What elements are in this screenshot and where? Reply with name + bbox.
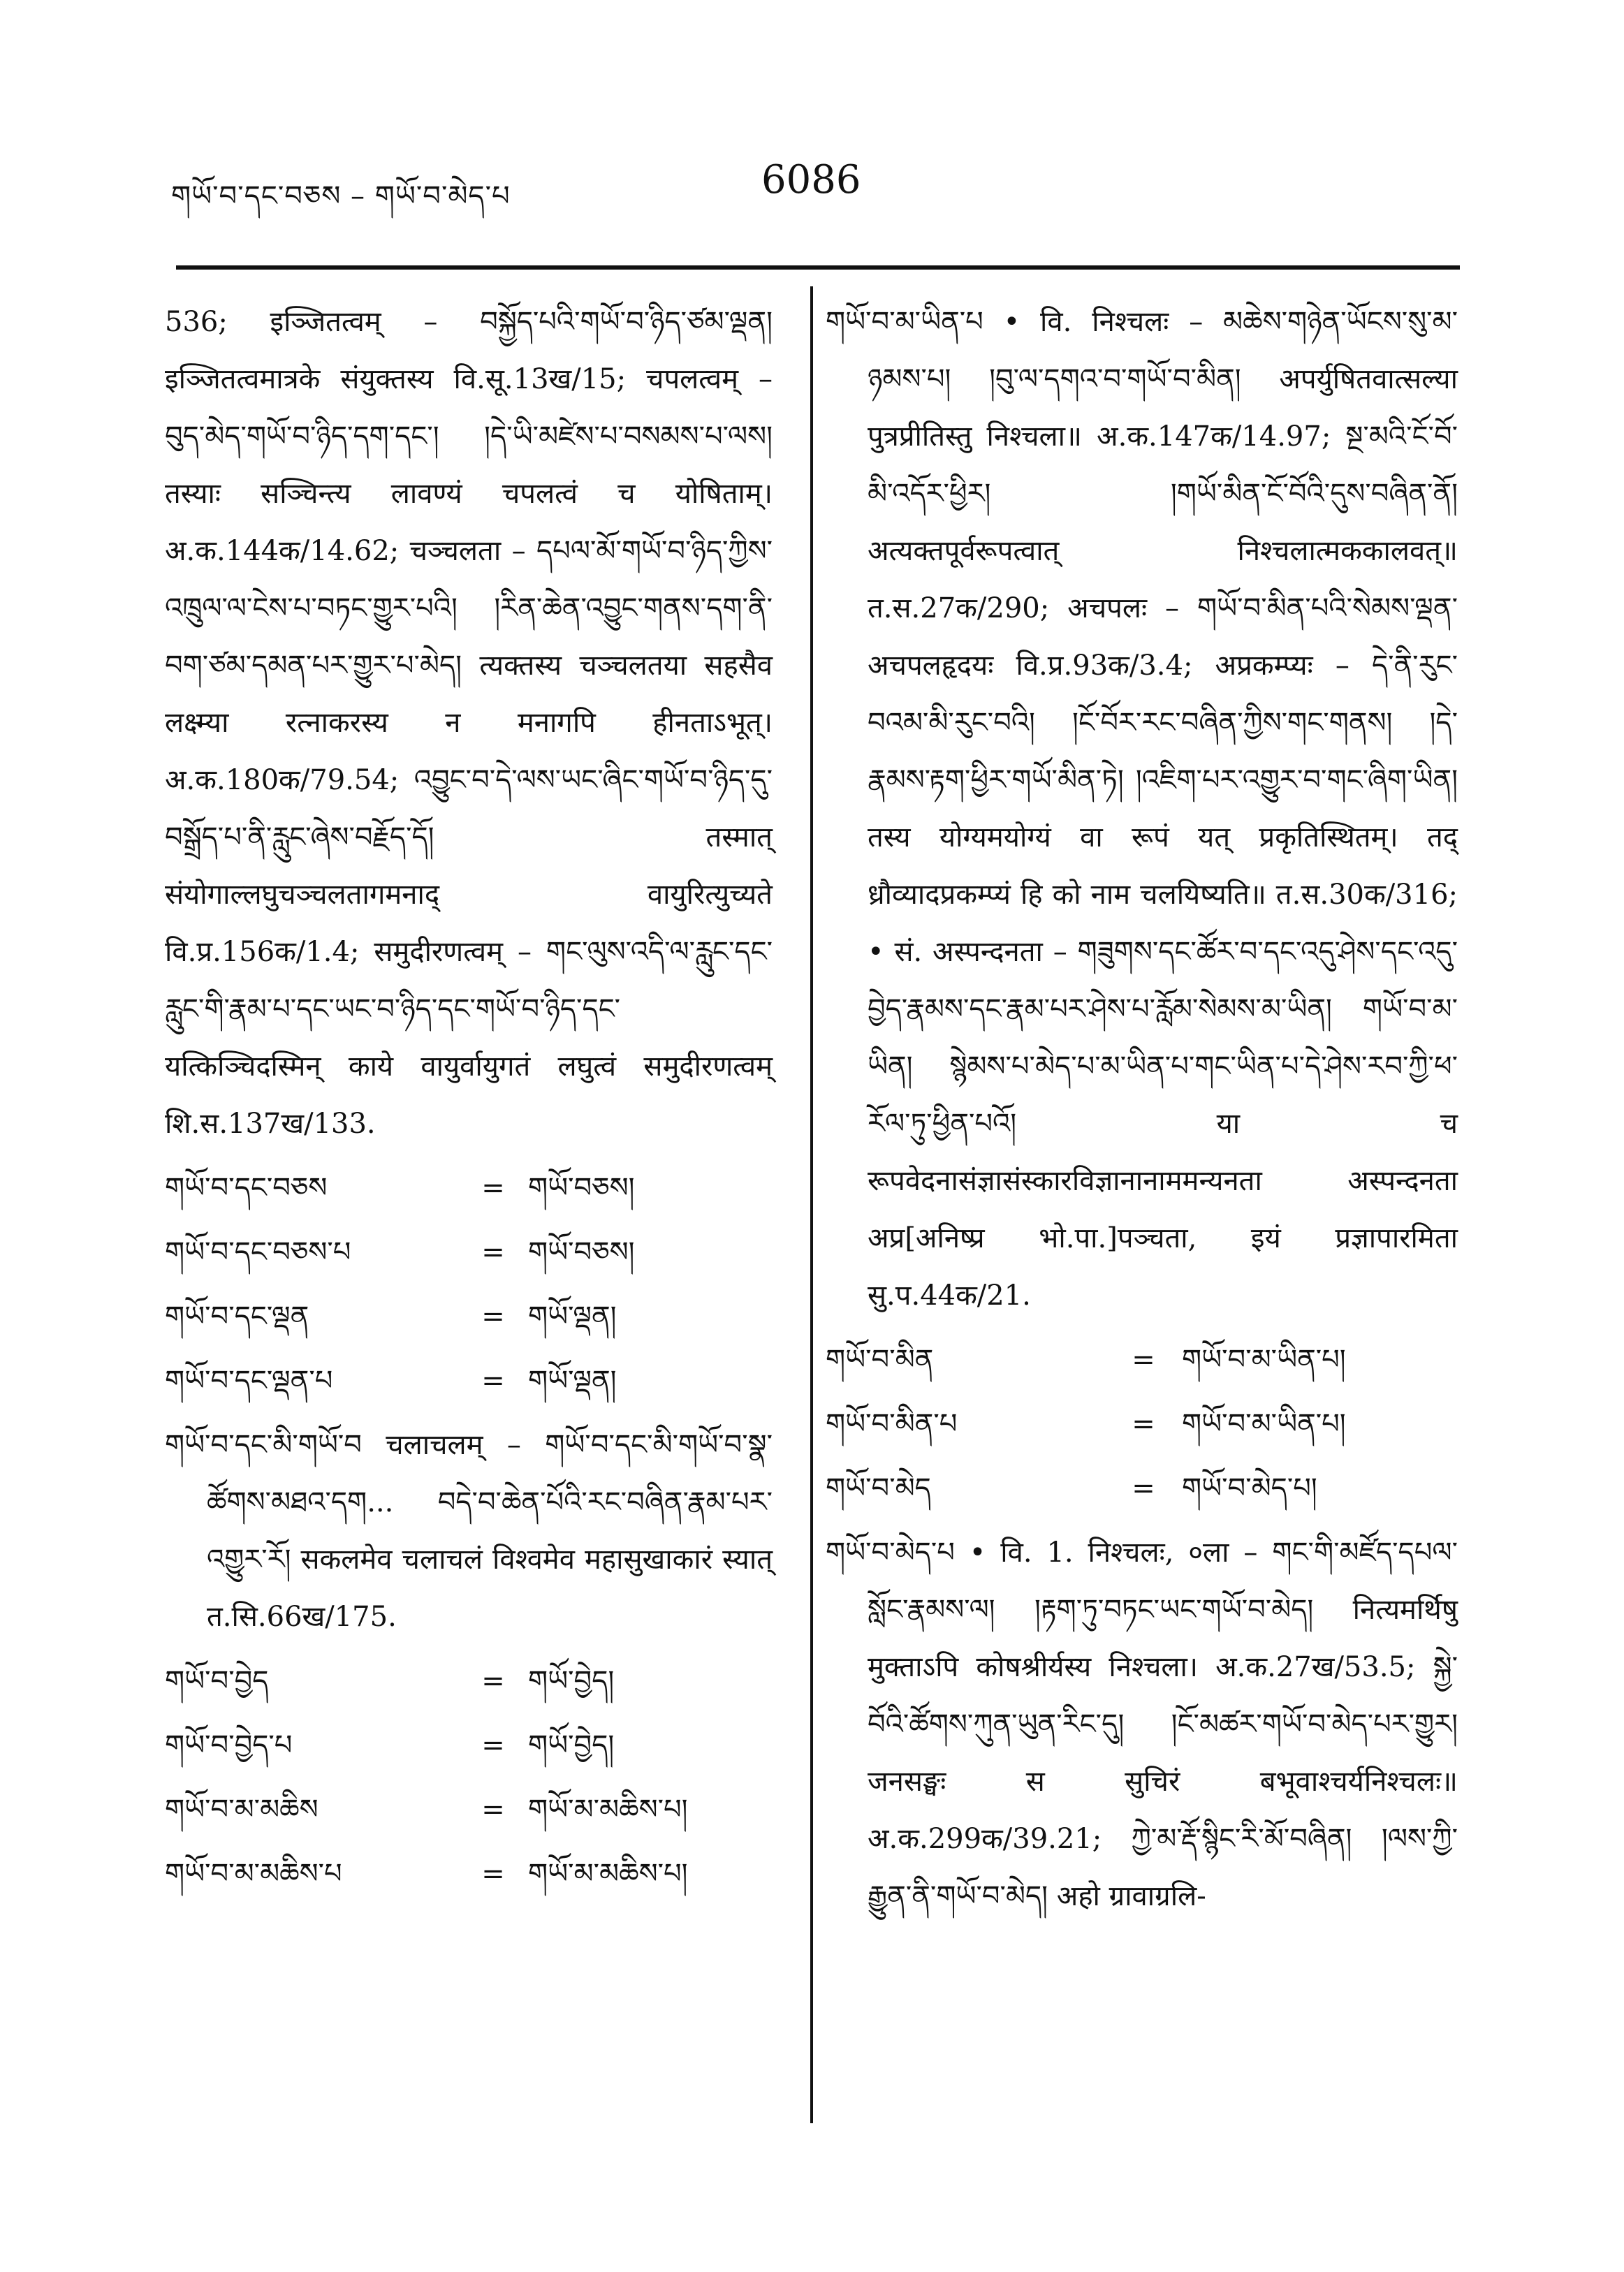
xref-target: གཡོ་མ་མཆིས་པ། <box>528 1794 688 1826</box>
dictionary-entry: གཡོ་བ་མ་ཡིན་པ • वि. निश्चलः – མཆེས་གཉེན་ཡོངས་སུ་མ་ཉམས་པ། །བུ་ལ་དགའ་བ་གཡོ་བ་མིན། अपर्युषितवात्सल्या पुत्रप्रीतिस्तु निश्चला॥ अ.क.147क/14.97; སྔ་མའི་ངོ་བོ་མི་འདོར་ཕྱིར། །གཡོ་མིན་ངོ་བོའི་དུས་བཞིན་ནོ། अत्यक्तपूर्वरूपत्वात् निश्चलात्मककालवत्॥ त.स.27क/290; अचपलः – གཡོ་བ་མིན་པའི་སེམས་ལྡན་ अचपलहृदयः वि.प्र.93क/3.4; अप्रकम्प्यः – དེ་ནི་རུང་བའམ་མི་རུང་བའི། །ངོ་བོར་རང་བཞིན་ཀྱིས་གང་གནས། །དེ་རྣམས་རྟག་ཕྱིར་གཡོ་མིན་ཏེ། །འཇིག་པར་འགྱུར་བ་གང་ཞིག་ཡིན། तस्य योग्यमयोग्यं वा रूपं यत् प्रकृतिस्थितम्। तद् ध्रौव्यादप्रकम्प्यं हि को नाम चलयिष्यति॥ त.स.30क/316; • सं. अस्पन्दनता – གཟུགས་དང་ཚོར་བ་དང་འདུ་ཤེས་དང་འདུ་བྱེད་རྣམས་དང་རྣམ་པར་ཤེས་པ་རློམ་སེམས་མ་ཡིན། གཡོ་བ་མ་ཡིན། སྙེམས་པ་མེད་པ་མ་ཡིན་པ་གང་ཡིན་པ་དེ་ཤེས་རབ་ཀྱི་ཕ་རོལ་ཏུ་ཕྱིན་པའོ། या च रूपवेदनासंज्ञासंस्कारविज्ञानानाममन्यनता अस्पन्दनता अप्र[अनिष्प्र भो.पा.]पञ्चता, इयं प्रज्ञापारमिता सु.प.44क/21. <box>826 306 1458 1312</box>
equals-sign: = <box>481 1665 505 1697</box>
xref-term: གཡོ་བ་དང་ལྡན་པ <box>165 1365 333 1397</box>
xref-target: གཡོ་བ་མ་ཡིན་པ། <box>1182 1344 1346 1376</box>
xref-entry <box>826 1331 1458 1395</box>
xref-target: གཡོ་ལྡན། <box>528 1300 617 1333</box>
equals-sign: = <box>481 1729 505 1761</box>
xref-entry <box>165 1717 773 1781</box>
equals-sign: = <box>1132 1408 1155 1440</box>
xref-term: གཡོ་བ་དང་བཅས <box>165 1172 328 1204</box>
xref-target: གཡོ་བྱེད། <box>528 1665 615 1697</box>
xref-target: གཡོ་བྱེད། <box>528 1729 615 1761</box>
xref-target: གཡོ་ལྡན། <box>528 1365 617 1397</box>
xref-term: གཡོ་བ་མིན <box>826 1344 934 1376</box>
dictionary-entry: གཡོ་བ་དང་མི་གཡོ་བ चलाचलम् – གཡོ་བ་དང་མི་གཡོ་བ་སྣ་ཚོགས་མཐའ་དག... བདེ་བ་ཆེན་པོའི་རང་བཞིན་རྣམ་པར་འགྱུར་རོ། सकलमेव चलाचलं विश्वमेव महासुखाकारं स्यात् त.सि.66ख/175. <box>165 1429 773 1633</box>
xref-entry <box>826 1460 1458 1524</box>
xref-target: གཡོ་བཅས། <box>528 1236 635 1268</box>
xref-entry <box>165 1845 773 1910</box>
entry-continuation: 536; इञ्जितत्वम् – བསྐྱོད་པའི་གཡོ་བ་ཉིད་ཙམ་ལྡན། इञ्जितत्वमात्रके संयुक्तस्य वि.सू.13ख/15; चपलत्वम् – བུད་མེད་གཡོ་བ་ཉིད་དག་དང་། །དེ་ཡི་མཛེས་པ་བསམས་པ་ལས། तस्याः सञ्चिन्त्य लावण्यं चपलत्वं च योषिताम्। अ.क.144क/14.62; चञ्चलता – དཔལ་མོ་གཡོ་བ་ཉིད་ཀྱིས་འཁྲུལ་ལ་ངེས་པ་བཏང་གྱུར་པའི། །རིན་ཆེན་འབྱུང་གནས་དག་ནི་བག་ཙམ་དམན་པར་གྱུར་པ་མེད། त्यक्तस्य चञ्चलतया सहसैव लक्ष्म्या रत्नाकरस्य न मनागपि हीनताऽभूत्। अ.क.180क/79.54; འབྱུང་བ་དེ་ལས་ཡང་ཞིང་གཡོ་བ་ཉིད་དུ་བསྒྲོད་པ་ནི་རླུང་ཞེས་བརྗོད་དོ། तस्मात् संयोगाल्लघुचञ्चलतागमनाद् वायुरित्युच्यते वि.प्र.156क/1.4; समुदीरणत्वम् – གང་ལུས་འདི་ལ་རླུང་དང་རླུང་གི་རྣམ་པ་དང་ཡང་བ་ཉིད་དང་གཡོ་བ་ཉིད་དང་ यत्किञ्चिदस्मिन् काये वायुर्वायुगतं लघुत्वं समुदीरणत्वम् शि.स.137ख/133. <box>165 306 773 1140</box>
equals-sign: = <box>1132 1344 1155 1376</box>
dictionary-entry: གཡོ་བ་མེད་པ • वि. 1. निश्चलः, ०ला – གང་གི་མཛོད་དཔལ་སློང་རྣམས་ལ། །རྟག་ཏུ་བཏང་ཡང་གཡོ་བ་མེད། नित्यमर्थिषु मुक्ताऽपि कोषश्रीर्यस्य निश्चला। अ.क.27ख/53.5; སྐྱེ་བོའི་ཚོགས་ཀུན་ཡུན་རིང་དུ། །ངོ་མཚར་གཡོ་བ་མེད་པར་གྱུར། जनसङ्घः स सुचिरं बभूवाश्चर्यनिश्चलः॥ अ.क.299क/39.21; ཀྱེ་མ་རྡོ་སྙིང་རི་མོ་བཞིན། །ལས་ཀྱི་རྒྱུན་ནི་གཡོ་བ་མེད། अहो ग्रावाग्रलि- <box>826 1537 1458 1912</box>
xref-entry <box>165 1288 773 1352</box>
xref-entry <box>165 1224 773 1288</box>
equals-sign: = <box>481 1858 505 1890</box>
xref-target: གཡོ་མ་མཆིས་པ། <box>528 1858 688 1890</box>
xref-target: གཡོ་བ་མ་ཡིན་པ། <box>1182 1408 1346 1440</box>
xref-target: གཡོ་བ་མེད་པ། <box>1182 1472 1317 1504</box>
xref-term: གཡོ་བ་བྱེད་པ <box>165 1729 293 1761</box>
xref-target: གཡོ་བཅས། <box>528 1172 635 1204</box>
xref-entry <box>165 1159 773 1224</box>
xref-term: གཡོ་བ་མིན་པ <box>826 1408 958 1440</box>
column-divider <box>810 286 813 2123</box>
xref-term: གཡོ་བ་དང་བཅས་པ <box>165 1236 351 1268</box>
xref-term: གཡོ་བ་མ་མཆིས་པ <box>165 1858 342 1890</box>
page-number: 6086 <box>761 157 861 203</box>
equals-sign: = <box>481 1236 505 1268</box>
xref-entry <box>165 1652 773 1717</box>
header-rule <box>176 265 1460 270</box>
equals-sign: = <box>481 1365 505 1397</box>
xref-entry <box>826 1395 1458 1460</box>
headword-range: གཡོ་བ་དང་བཅས – གཡོ་བ་མེད་པ <box>171 180 511 212</box>
xref-term: གཡོ་བ་མེད <box>826 1472 931 1504</box>
xref-term: གཡོ་བ་མ་མཆིས <box>165 1794 319 1826</box>
right-column <box>826 293 1458 1925</box>
xref-entry <box>165 1781 773 1845</box>
left-column <box>165 293 773 1910</box>
equals-sign: = <box>481 1794 505 1826</box>
equals-sign: = <box>481 1172 505 1204</box>
equals-sign: = <box>1132 1472 1155 1504</box>
xref-entry <box>165 1352 773 1416</box>
xref-term: གཡོ་བ་བྱེད <box>165 1665 269 1697</box>
equals-sign: = <box>481 1300 505 1333</box>
xref-term: གཡོ་བ་དང་ལྡན <box>165 1300 309 1333</box>
